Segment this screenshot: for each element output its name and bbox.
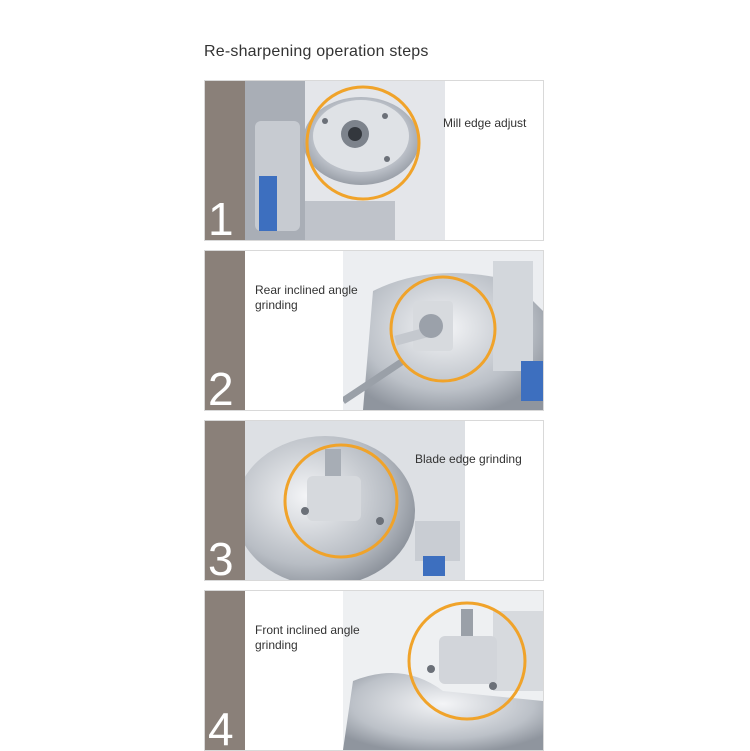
step-1-photo	[245, 81, 445, 240]
caption-line: Mill edge adjust	[443, 116, 527, 130]
step-4-photo	[343, 591, 543, 750]
step-1-caption	[443, 116, 526, 131]
step-number: 1	[208, 193, 234, 241]
step-2-photo	[343, 251, 543, 410]
step-2-caption	[255, 283, 358, 313]
step-3-caption	[415, 452, 522, 467]
step-3-photo	[245, 421, 465, 580]
step-number: 2	[208, 363, 234, 411]
caption-line: grinding	[255, 298, 298, 312]
caption-line: Blade edge grinding	[415, 452, 522, 466]
caption-line: Rear inclined angle	[255, 283, 358, 297]
step-4-panel	[204, 590, 544, 751]
step-1-panel	[204, 80, 544, 241]
step-4-caption	[255, 623, 360, 653]
step-number: 4	[208, 703, 234, 751]
step-2-panel	[204, 250, 544, 411]
step-number: 3	[208, 533, 234, 581]
caption-line: grinding	[255, 638, 298, 652]
step-3-panel	[204, 420, 544, 581]
caption-line: Front inclined angle	[255, 623, 360, 637]
page-title: Re-sharpening operation steps	[204, 43, 429, 60]
